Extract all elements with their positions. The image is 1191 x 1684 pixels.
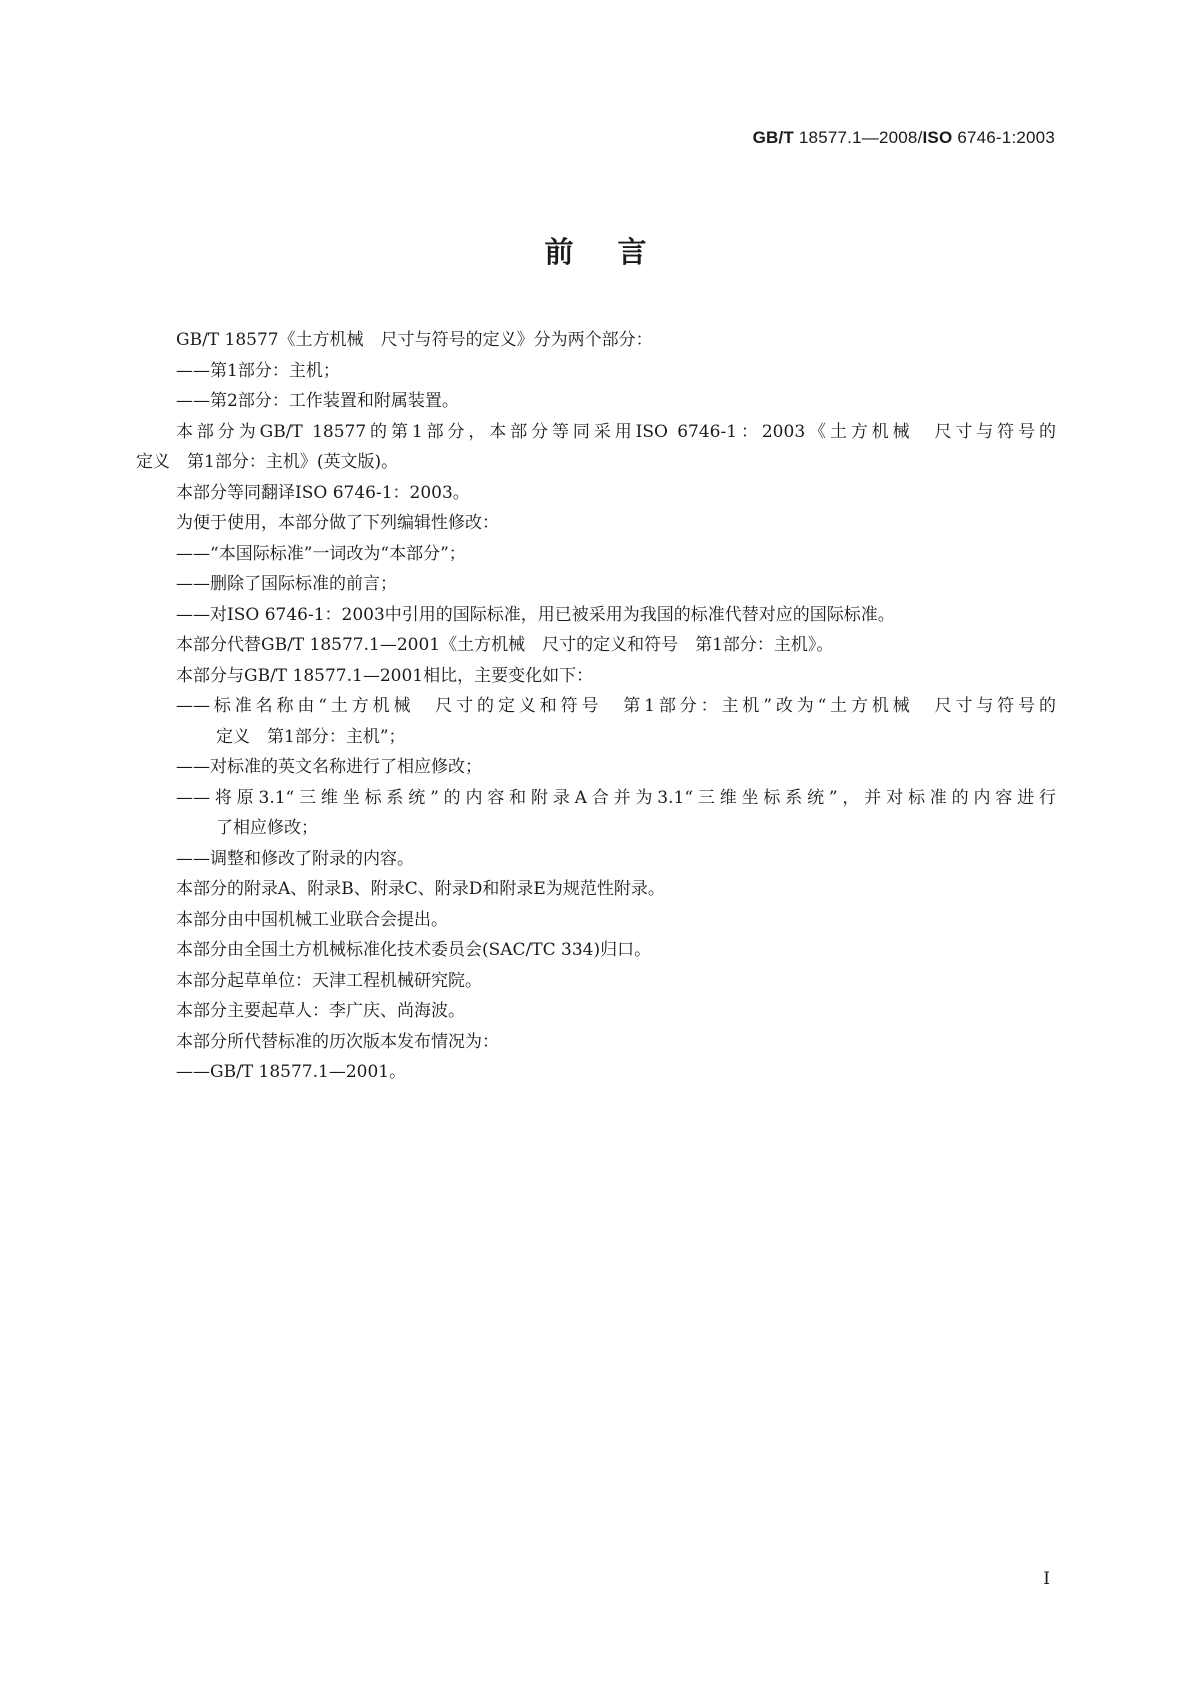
paragraph-line: 本部分的附录A、附录B、附录C、附录D和附录E为规范性附录。 — [176, 879, 665, 899]
paragraph-line: 本部分由中国机械工业联合会提出。 — [176, 909, 448, 930]
standard-number: 18577.1—2008/ — [793, 128, 923, 147]
list-item: ——第1部分：主机； — [176, 360, 340, 381]
paragraph-line: 本部分与GB/T 18577.1—2001相比，主要变化如下： — [176, 665, 594, 686]
list-item: ——“本国际标准”一词改为“本部分”； — [176, 543, 466, 564]
list-item-continuation: 定义 第1部分：主机”； — [216, 726, 406, 747]
list-item: ——调整和修改了附录的内容。 — [176, 848, 414, 869]
page-number: I — [1043, 1569, 1050, 1589]
list-item-continuation: 了相应修改； — [216, 818, 318, 838]
paragraph-line: 本部分代替GB/T 18577.1—2001《土方机械 尺寸的定义和符号 第1部分：主机》。 — [176, 635, 834, 655]
iso-prefix: ISO — [922, 128, 953, 147]
paragraph-line: 本部分由全国土方机械标准化技术委员会(SAC/TC 334)归口。 — [176, 940, 652, 960]
list-item: ——对标准的英文名称进行了相应修改； — [176, 757, 482, 777]
list-item: ——GB/T 18577.1—2001。 — [176, 1062, 407, 1082]
paragraph-line: 本部分等同翻译ISO 6746-1：2003。 — [176, 482, 470, 503]
iso-number: 6746-1:2003 — [952, 128, 1055, 147]
paragraph-line: 定义 第1部分：主机》(英文版)。 — [136, 452, 399, 472]
list-item: ——删除了国际标准的前言； — [176, 574, 397, 594]
paragraph-line: GB/T 18577《土方机械 尺寸与符号的定义》分为两个部分： — [176, 330, 653, 350]
list-item: ——对ISO 6746-1：2003中引用的国际标准，用已被采用为我国的标准代替对应的国际标准。 — [176, 604, 895, 625]
page-title: 前言 — [544, 235, 691, 269]
list-item: ——第2部分：工作装置和附属装置。 — [176, 391, 459, 411]
paragraph-line: 本部分主要起草人：李广庆、尚海波。 — [176, 1001, 465, 1021]
standard-prefix: GB/T — [752, 128, 794, 147]
paragraph-line: 本部分为GB/T 18577的第1部分，本部分等同采用ISO 6746-1：2003《土方机械 尺寸与符号的 — [176, 421, 1056, 442]
document-header — [753, 128, 1055, 148]
paragraph-line: 本部分起草单位：天津工程机械研究院。 — [176, 970, 482, 991]
list-item: ——标准名称由“土方机械 尺寸的定义和符号 第1部分：主机”改为“土方机械 尺寸与符号的 — [176, 696, 1056, 716]
list-item: ——将原3.1“三维坐标系统”的内容和附录A合并为3.1“三维坐标系统”，并对标准的内容进行 — [176, 787, 1056, 808]
preface-body — [136, 325, 1056, 1088]
paragraph-line: 本部分所代替标准的历次版本发布情况为： — [176, 1031, 499, 1052]
paragraph-line: 为便于使用，本部分做了下列编辑性修改： — [176, 513, 499, 533]
